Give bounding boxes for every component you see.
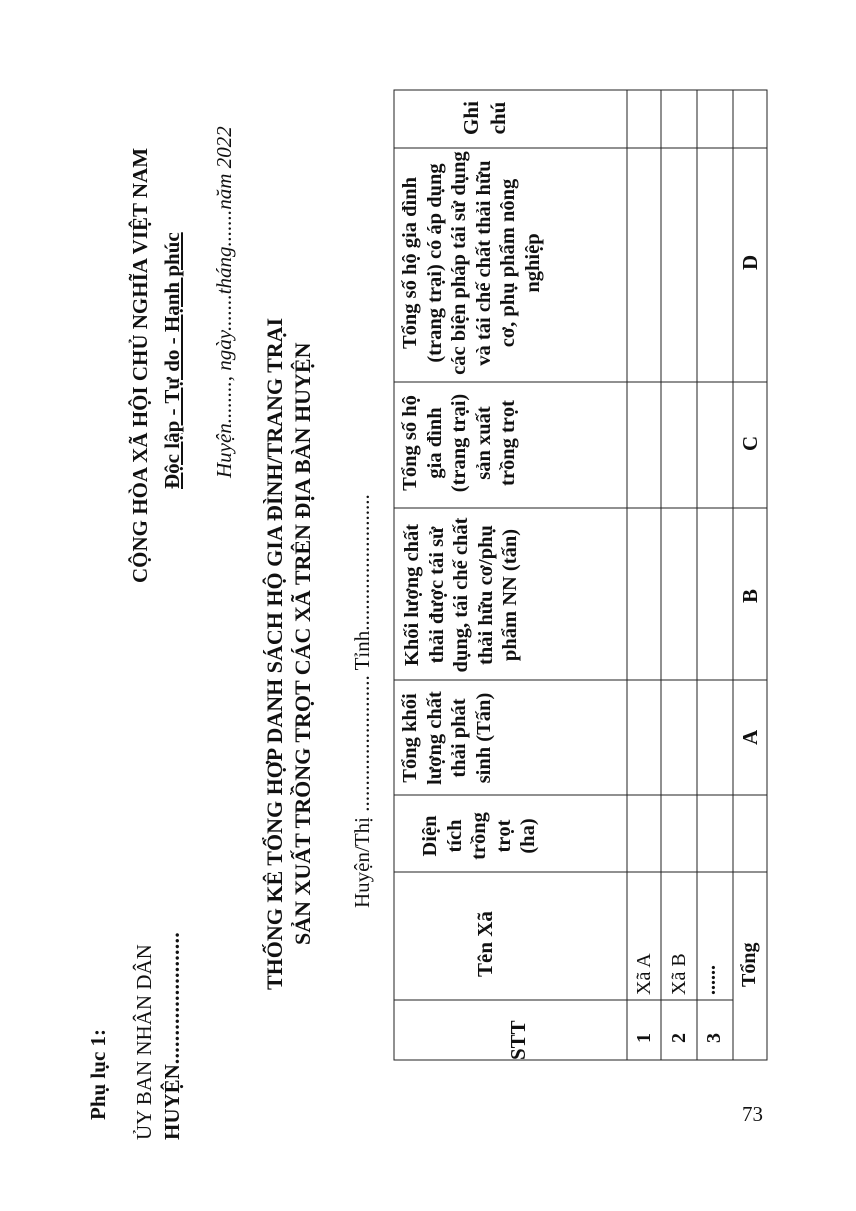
header-ghi-chu-text: Ghi chú — [459, 101, 511, 135]
header-tong-so-ho-ap-dung-text: Tổng số hộ gia đình (trang trại) có áp dụng các biện pháp tái sử dụng và tái chế chất thải hữu cơ, phụ phẩm nông nghiệp — [399, 151, 544, 375]
country-header: CỘNG HÒA XÃ HỘI CHỦ NGHĨA VIỆT NAM — [128, 147, 152, 583]
left-header-dots: ....................... — [160, 931, 184, 1065]
left-header-line1: ỦY BAN NHÂN DÂN — [132, 944, 156, 1140]
row3-stt: 3 — [703, 1033, 725, 1043]
row2-ten-xa: Xã B — [668, 953, 690, 995]
document-title-line1: THỐNG KÊ TỔNG HỢP DANH SÁCH HỘ GIA ĐÌNH/TRANG TRẠI — [262, 317, 287, 990]
appendix-label: Phụ lục 1: — [86, 1028, 110, 1120]
header-dien-tich-text: Diện tích trồng trọt (ha) — [419, 812, 540, 860]
total-c: C — [738, 435, 762, 451]
header-tong-so-ho-text: Tổng số hộ gia đình (trang trại) sản xuất trồng trọt — [399, 393, 520, 493]
total-b: B — [738, 588, 762, 603]
date-line: Huyện........, ngày.......tháng.......năm 2022 — [212, 126, 236, 478]
total-a: A — [738, 729, 762, 745]
header-stt-text: STT — [506, 1020, 530, 1060]
header-khoi-luong-text: Khối lượng chất thải được tái sử dụng, tái chế chất thải hữu cơ/phụ phẩm NN (tấn) — [401, 517, 522, 673]
row1-ten-xa: Xã A — [633, 953, 655, 995]
page-number: 73 — [742, 1102, 763, 1126]
document-title-line2: SẢN XUẤT TRỒNG TRỌT CÁC XÃ TRÊN ĐỊA BÀN HUYỆN — [290, 342, 315, 945]
row1-stt: 1 — [633, 1033, 655, 1043]
total-d: D — [738, 254, 762, 270]
left-header-district: HUYỆN — [160, 1064, 184, 1140]
motto: Độc lập - Tự do - Hạnh phúc — [160, 232, 184, 489]
row3-ten-xa: ...... — [698, 965, 720, 995]
location-line: Huyện/Thị .......................... Tỉnh.......................... — [350, 494, 374, 908]
header-ten-xa-text: Tên Xã — [473, 911, 497, 977]
header-tong-khoi-luong-text: Tổng khối lượng chất thải phát sinh (Tấn) — [399, 691, 495, 785]
row2-stt: 2 — [668, 1033, 690, 1043]
total-label: Tổng — [738, 942, 760, 987]
